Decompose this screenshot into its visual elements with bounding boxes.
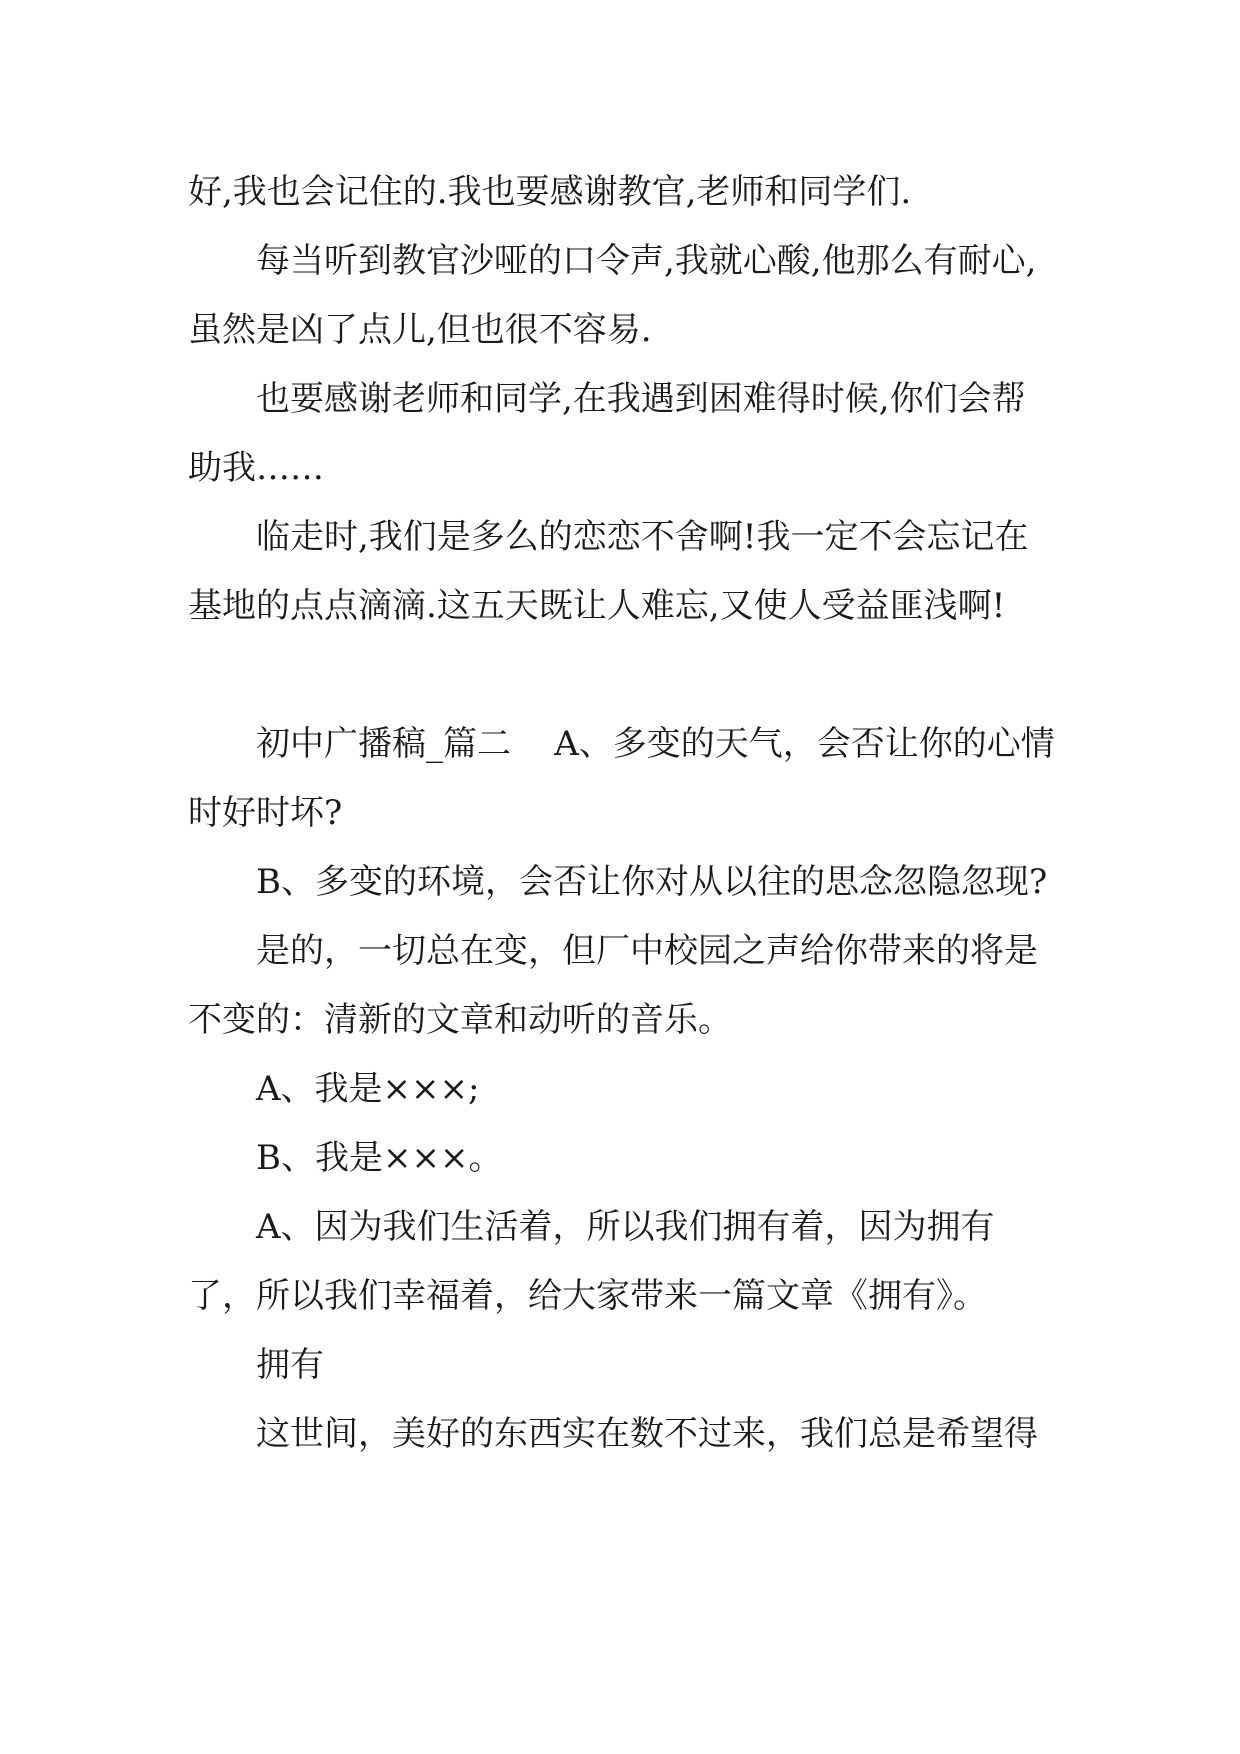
paragraph-intro-article: A、因为我们生活着，所以我们拥有着，因为拥有了，所以我们幸福着，给大家带来一篇文章《拥有》。: [188, 1207, 995, 1316]
article-title: 拥有: [256, 1345, 324, 1385]
paragraph-host-b: B、我是×××。: [256, 1138, 503, 1178]
paragraph-article-start: 这世间，美好的东西实在数不过来，我们总是希望得: [256, 1414, 1038, 1454]
document-body: [188, 158, 1058, 1469]
section-gap: [188, 641, 1058, 710]
paragraph-instructor: 每当听到教官沙哑的口令声,我就心酸,他那么有耐心,虽然是凶了点儿,但也很不容易.: [188, 241, 1037, 350]
paragraph-thanks: 也要感谢老师和同学,在我遇到困难得时候,你们会帮助我……: [188, 379, 1026, 488]
paragraph-environment: B、多变的环境，会否让你对从以往的思念忽隐忽现?: [256, 862, 1048, 902]
section-heading-paragraph: 初中广播稿_篇二 A、多变的天气，会否让你的心情时好时坏?: [188, 724, 1055, 833]
paragraph-farewell: 临走时,我们是多么的恋恋不舍啊!我一定不会忘记在基地的点点滴滴.这五天既让人难忘,又使人受益匪浅啊!: [188, 517, 1029, 626]
paragraph-campus-voice: 是的，一切总在变，但厂中校园之声给你带来的将是不变的：清新的文章和动听的音乐。: [188, 931, 1038, 1040]
paragraph-host-a: A、我是×××;: [256, 1069, 480, 1109]
paragraph-continuation: 好,我也会记住的.我也要感谢教官,老师和同学们.: [188, 172, 912, 212]
